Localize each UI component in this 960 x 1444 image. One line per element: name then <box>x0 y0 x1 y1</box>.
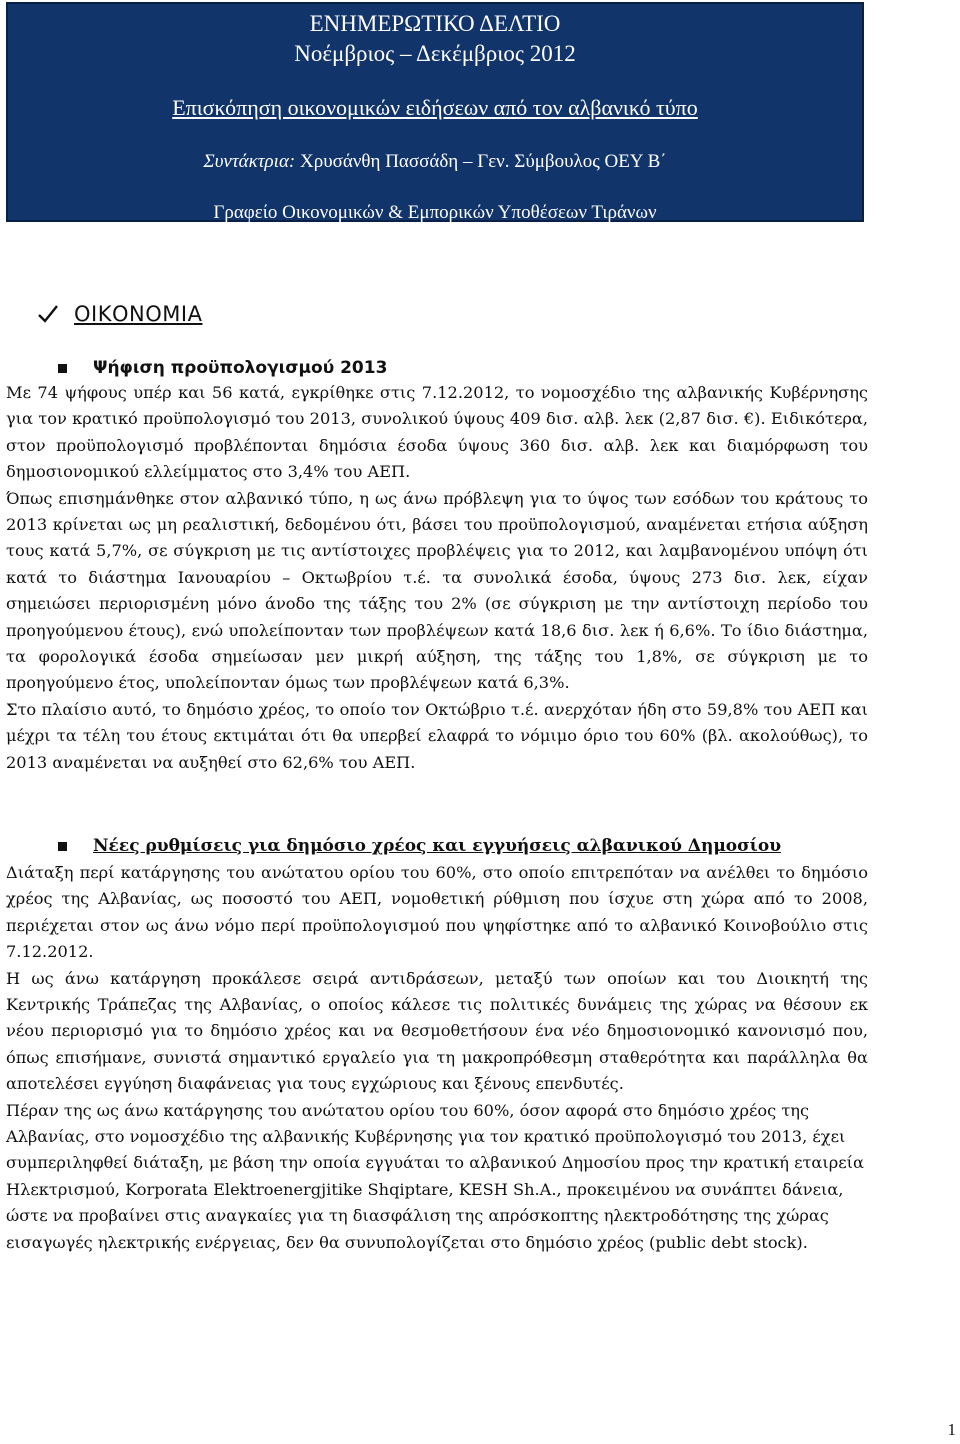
author-role: Συντάκτρια: <box>203 151 296 172</box>
newsletter-period: Νοέμβριος – Δεκέμβριος 2012 <box>294 41 576 66</box>
article1-paragraph: Στο πλαίσιο αυτό, το δημόσιο χρέος, το οποίο τον Οκτώβριο τ.έ. ανερχόταν ήδη στο 59,8% του ΑΕΠ και μέχρι τα τέλη του έτους εκτιμάται ότι θα υπερβεί ελαφρά το νόμιμο όριο του 60% (βλ. ακολούθως), το 2013 αναμένεται να αυξηθεί στο 62,6% του ΑΕΠ. <box>6 699 868 772</box>
article2-paragraph: Πέραν της ως άνω κατάργησης του ανώτατου ορίου του 60%, όσον αφορά στο δημόσιο χρέος της Αλβανίας, στο νομοσχέδιο της αλβανικής Κυβέρνησης για τον κρατικό προϋπολογισμό του 2013, έχει συμπεριληφθεί διάταξη, με βάση την οποία εγγυάται το αλβανικού Δημοσίου προς την κρατική εταιρεία Ηλεκτρισμού, Korporata Elektroenergjitike Shqiptare, KESH Sh.A., προκειμένου να συνάπτει δάνεια, ώστε να προβαίνει στις αναγκαίες για τη διασφάλιση της απρόσκοπτης ηλεκτροδότησης της χώρας εισαγωγές ηλεκτρικής ενέργειας, δεν θα συνυπολογίζεται στο δημόσιο χρέος (public debt stock). <box>6 1100 864 1252</box>
section-title: ΟΙΚΟΝΟΜΙΑ <box>74 302 203 326</box>
section-heading <box>36 302 202 326</box>
page-number: 1 <box>947 1420 956 1439</box>
article2-paragraph: Η ως άνω κατάργηση προκάλεσε σειρά αντιδράσεων, μεταξύ των οποίων και του Διοικητή της Κεντρικής Τράπεζας της Αλβανίας, ο οποίος κάλεσε τις πολιτικές δυνάμεις της χώρας να θέσουν εκ νέου περιορισμό για το δημόσιο χρέος και να θεσμοθετήσουν ένα νέο δημοσιονομικό κανονισμό που, όπως επισήμανε, συνιστά σημαντικό εργαλείο για τη μακροπρόθεσμη σταθερότητα και παράλληλα θα αποτελέσει εγγύηση διαφάνειας για τους εγχώριους και ξένους επενδυτές. <box>6 968 868 1094</box>
square-bullet-icon <box>58 364 67 373</box>
newsletter-overview: Επισκόπηση οικονομικών ειδήσεων από τον αλβανικό τύπο <box>172 95 698 120</box>
newsletter-header-box <box>6 2 864 222</box>
article2-body <box>6 860 868 1256</box>
checkmark-icon <box>36 302 60 326</box>
article1-paragraph: Με 74 ψήφους υπέρ και 56 κατά, εγκρίθηκε στις 7.12.2012, το νομοσχέδιο της αλβανικής Κυβέρνησης για τον κρατικό προϋπολογισμό του 2013, συνολικού ύψους 409 δισ. αλβ. λεκ (2,87 δισ. €). Ειδικότερα, στον προϋπολογισμό προβλέπονται δημόσια έσοδα ύψους 360 δισ. αλβ. λεκ και διαμόρφωση του δημοσιονομικού ελλείμματος στο 3,4% του ΑΕΠ. <box>6 383 868 482</box>
office-name: Γραφείο Οικονομικών & Εμπορικών Υποθέσεων Τιράνων <box>213 202 657 223</box>
article2-heading <box>58 836 781 856</box>
article1-body <box>6 380 868 776</box>
article1-title: Ψήφιση προϋπολογισμού 2013 <box>93 358 388 378</box>
article1-heading <box>58 358 387 378</box>
newsletter-title: ΕΝΗΜΕΡΩΤΙΚΟ ΔΕΛΤΙΟ <box>309 11 561 36</box>
author-name: Χρυσάνθη Πασσάδη – Γεν. Σύμβουλος ΟΕΥ Β΄ <box>300 151 667 172</box>
article1-paragraph: Όπως επισημάνθηκε στον αλβανικό τύπο, η ως άνω πρόβλεψη για το ύψος των εσόδων του κράτους το 2013 κρίνεται ως μη ρεαλιστική, δεδομένου ότι, βάσει του προϋπολογισμού, αναμένεται ετήσια αύξηση τους κατά 5,7%, σε σύγκριση με τις αντίστοιχες προβλέψεις για το 2012, και λαμβανομένου υπόψη ότι κατά το διάστημα Ιανουαρίου – Οκτωβρίου τ.έ. τα συνολικά έσοδα, ύψους 273 δισ. λεκ, είχαν σημειώσει περιορισμένη μόνο άνοδο της τάξης του 2% (σε σύγκριση με την αντίστοιχη περίοδο του προηγούμενου έτους), ενώ υπολείπονταν των προβλέψεων κατά 18,6 δισ. λεκ ή 6,6%. Το ίδιο διάστημα, τα φορολογικά έσοδα σημείωσαν μεν μικρή αύξηση, της τάξης του 1,8%, σε σύγκριση με το προηγούμενο έτος, υπολείπονταν όμως των προβλέψεων κατά 6,3%. <box>6 488 868 693</box>
article2-paragraph: Διάταξη περί κατάργησης του ανώτατου ορίου του 60%, στο οποίο επιτρεπόταν να ανέλθει το δημόσιο χρέος της Αλβανίας, ως ποσοστό του ΑΕΠ, νομοθετική ρύθμιση που ίσχυε στη χώρα από το 2008, περιέχεται στον ως άνω νόμο περί προϋπολογισμού που ψηφίστηκε από το αλβανικό Κοινοβούλιο στις 7.12.2012. <box>6 863 868 962</box>
square-bullet-icon <box>58 842 67 851</box>
author-line <box>8 149 862 175</box>
article2-title: Νέες ρυθμίσεις για δημόσιο χρέος και εγγυήσεις αλβανικού Δημοσίου <box>93 836 782 856</box>
